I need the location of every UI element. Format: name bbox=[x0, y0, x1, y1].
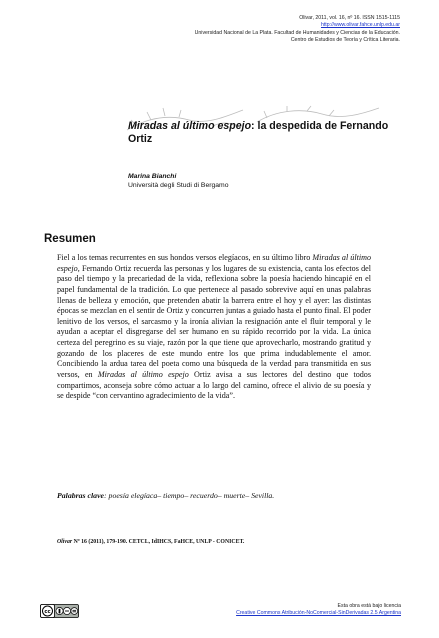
abstract-book-title-2: Miradas al último espejo bbox=[97, 369, 189, 379]
author-affiliation: Università degli Studi di Bergamo bbox=[128, 182, 229, 190]
citation bbox=[57, 538, 377, 546]
article-title-rest: : la despedida de Fernando Ortiz bbox=[128, 120, 389, 146]
journal-url-link[interactable]: http://www.olivar.fahce.unlp.edu.ar bbox=[320, 22, 400, 29]
author-block bbox=[128, 172, 388, 190]
abstract-body bbox=[57, 253, 371, 402]
abstract-text-a: Fiel a los temas recurrentes en sus hondos versos elegíacos, en su último libro bbox=[57, 253, 313, 262]
center-line: Centro de Estudios de Teoría y Crítica Literaria. bbox=[290, 36, 400, 43]
keywords bbox=[57, 491, 377, 501]
citation-journal: Olivar bbox=[57, 539, 73, 545]
abstract-text-e: Ortiz avisa a sus lectores del destino que todos compartimos, aconseja sobre cómo actuar a lo largo del camino, ofrece el alivio de su poesía y se despide “con cervantino agradecimiento de la vida”. bbox=[57, 369, 371, 401]
license-line: Esta obra está bajo licencia bbox=[337, 603, 401, 609]
license-note bbox=[141, 603, 401, 617]
journal-header bbox=[70, 15, 400, 44]
abstract-paragraph bbox=[57, 253, 371, 402]
creative-commons-badge-icon[interactable] bbox=[40, 604, 79, 618]
article-title bbox=[128, 120, 393, 146]
author-name: Marina Bianchi bbox=[128, 173, 177, 180]
article-title-italic: Miradas al último espejo bbox=[128, 120, 252, 132]
abstract-text-c: , Fernando Ortiz recuerda las personas y los lugares de su existencia, canta los efectos del paso del tiempo y la precariedad de la vida, reflexiona sobre la poesía haciendo hincapié en el papel fundamental de la tradición. Lo que pertenece al pasado sobrevive aquí en unas palabras llenas de belleza y emoción, que pretenden abatir la barrera entre el hoy y el ayer: las distintas épocas se mezclan en el sentir de Ortiz y concurren juntas a guiado hasta el punto final. El poder lenitivo de los versos, el sarcasmo y la ironía alivian la resignación ante el fluir temporal y le ayudan a aceptar el disgregarse del ser humano en su rápido recorrido por la vida. La única certeza del peregrino es su viaje, razón por la que tiene que aprovecharlo, mostrando gratitud y gozando de los placeres de este mundo entre los que prima indudablemente el amor. Concibiendo la ardua tarea del poeta como una búsqueda de la verdad para transmitida en sus versos, en bbox=[57, 263, 371, 379]
citation-text: Nº 16 (2011), 179-190. CETCL, IdIHCS, FaHCE, UNLP - CONICET. bbox=[72, 539, 245, 545]
cc-badge-text: cc bbox=[44, 609, 51, 615]
keywords-label: Palabras clave bbox=[57, 491, 104, 500]
journal-issn-line: Olivar, 2011, vol. 16, nº 16. ISSN 1515-1115 bbox=[299, 15, 400, 21]
university-line: Universidad Nacional de La Plata. Facultad de Humanidades y Ciencias de la Educación. bbox=[194, 29, 400, 36]
abstract-book-title-1: Miradas al último espejo bbox=[57, 253, 371, 273]
license-link[interactable]: Creative Commons Atribución-NoComercial-SinDerivadas 2.5 Argentina bbox=[236, 610, 401, 617]
keywords-text: : poesía elegíaca– tiempo– recuerdo– muerte– Sevilla. bbox=[104, 491, 275, 500]
abstract-heading: Resumen bbox=[44, 233, 96, 245]
